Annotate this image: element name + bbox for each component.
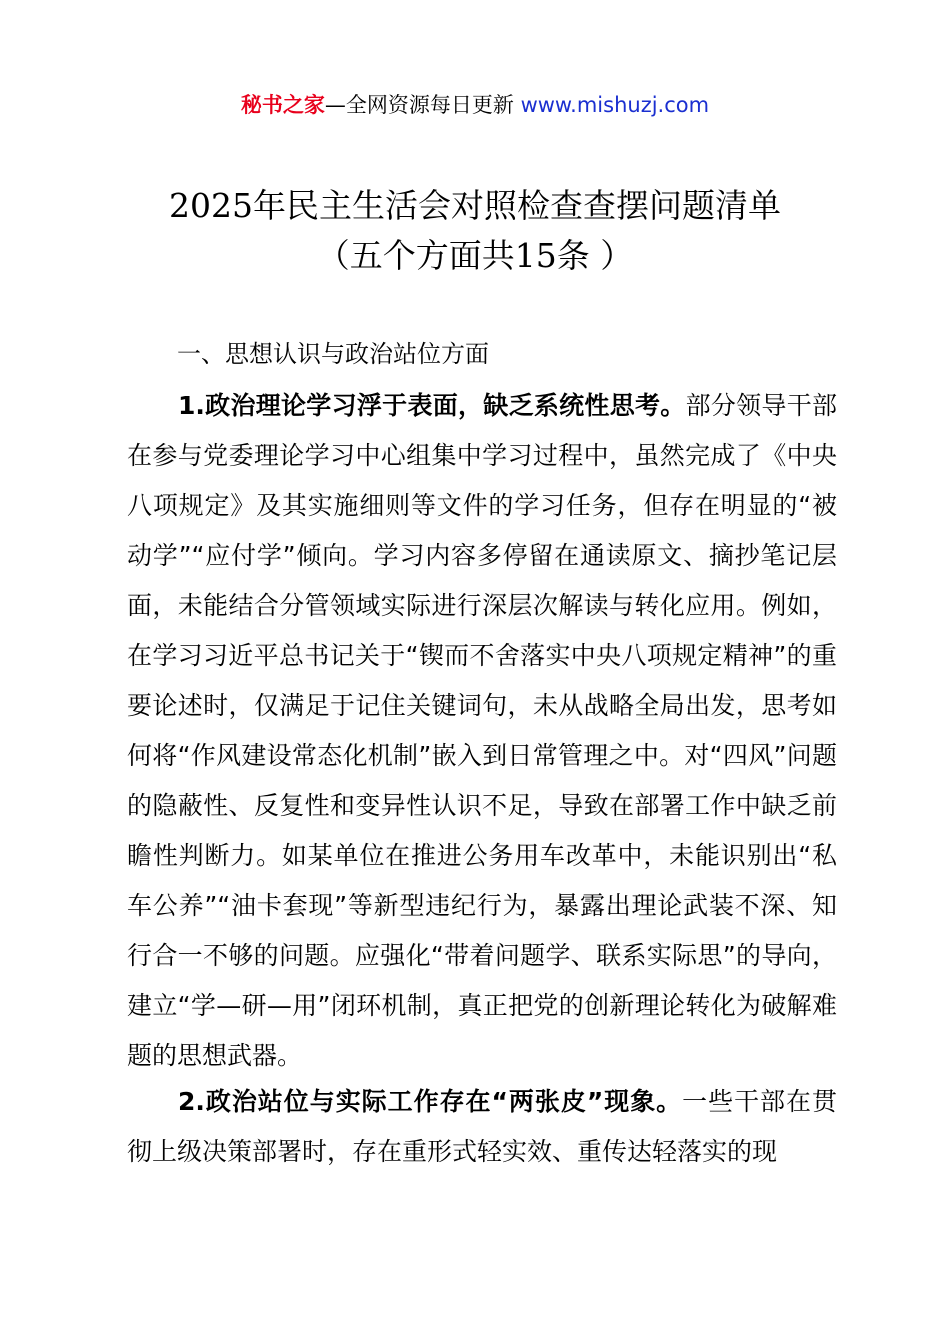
document-title: 2025年民主生活会对照检查查摆问题清单: [169, 186, 781, 225]
site-brand: 秘书之家: [240, 93, 325, 117]
site-tagline: —全网资源每日更新: [324, 93, 521, 117]
issue-body-2: 一些干部在贯彻上级决策部署时，存在重形式轻实效、重传达轻落实的现: [127, 1087, 837, 1166]
issue-paragraph-2: [127, 1077, 837, 1177]
issue-body-1: 部分领导干部在参与党委理论学习中心组集中学习过程中，虽然完成了《中央八项规定》及其实施细则等文件的学习任务，但存在明显的“被动学”“应付学”倾向。学习内容多停留在通读原文、摘抄笔记层面，未能结合分管领域实际进行深层次解读与转化应用。例如，在学习习近平总书记关于“锲而不舍落实中央八项规定精神”的重要论述时，仅满足于记住关键词句，未从战略全局出发，思考如何将“作风建设常态化机制”嵌入到日常管理之中。对“四风”问题的隐蔽性、反复性和变异性认识不足，导致在部署工作中缺乏前瞻性判断力。如某单位在推进公务用车改革中，未能识别出“私车公养”“油卡套现”等新型违纪行为，暴露出理论武装不深、知行合一不够的问题。应强化“带着问题学、联系实际思”的导向，建立“学—研—用”闭环机制，真正把党的创新理论转化为破解难题的思想武器。: [127, 391, 837, 1070]
site-header: [0, 90, 950, 120]
issue-heading-1: 1.政治理论学习浮于表面，缺乏系统性思考。: [178, 391, 686, 420]
issue-heading-2: 2.政治站位与实际工作存在“两张皮”现象。: [178, 1087, 683, 1116]
section-heading: 一、思想认识与政治站位方面: [177, 340, 489, 368]
issue-paragraph-1: [127, 381, 837, 1081]
document-subtitle: （五个方面共15条 ）: [316, 236, 634, 275]
site-url[interactable]: www.mishuzj.com: [520, 93, 710, 117]
